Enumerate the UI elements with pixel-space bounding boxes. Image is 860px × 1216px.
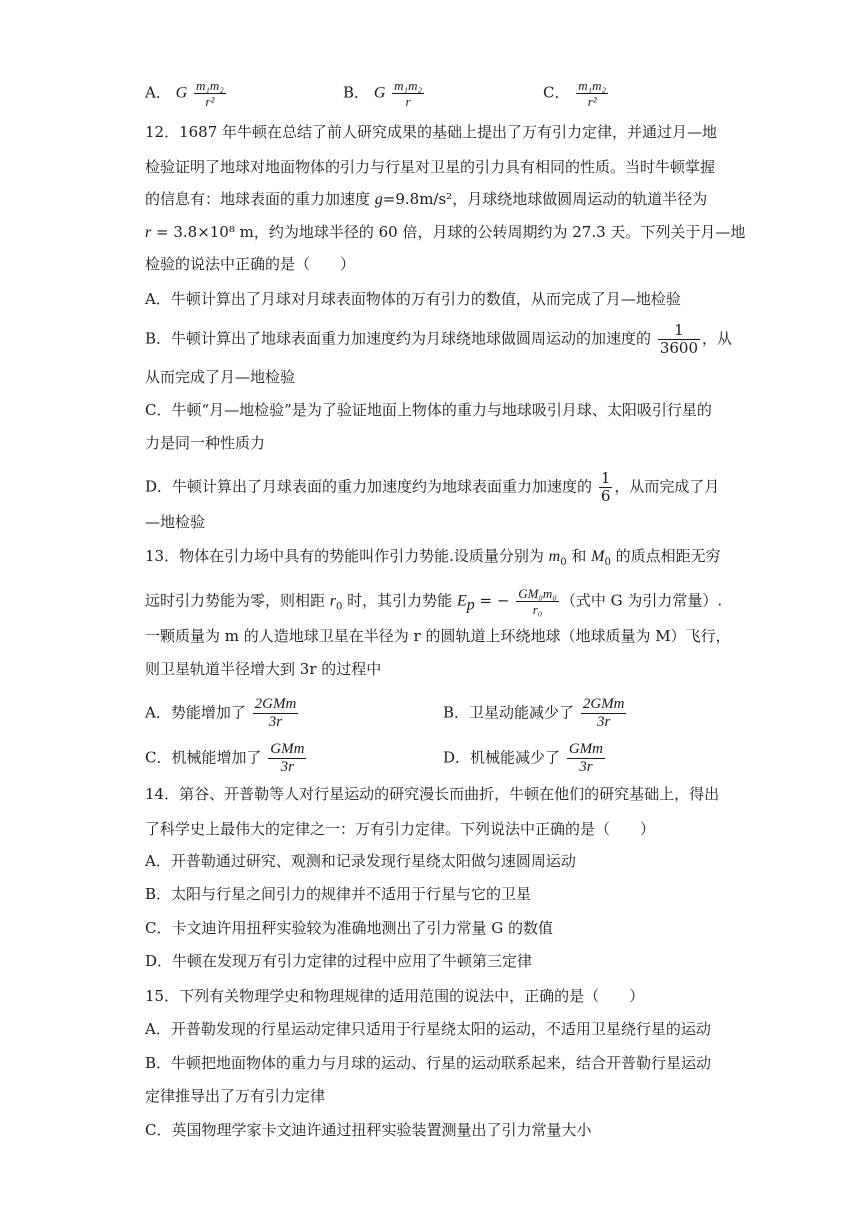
- text: ，从: [702, 329, 733, 348]
- numerator: 2GMm: [582, 696, 625, 712]
- fraction: [253, 696, 299, 731]
- numerator: GMm: [270, 741, 305, 757]
- numerator: 1: [658, 322, 700, 340]
- symbol-g: g: [374, 191, 383, 208]
- q14-option-c: C．卡文迪许用扭秤实验较为准确地测出了引力常量 G 的数值: [145, 919, 553, 937]
- fraction: [268, 741, 306, 776]
- option-label: C．: [543, 83, 570, 102]
- denominator: r: [405, 94, 411, 109]
- denominator: 3r: [268, 714, 283, 730]
- q11-option-b: [343, 78, 426, 109]
- symbol-r: r: [329, 592, 337, 610]
- q14-stem-line-1: 14．第谷、开普勒等人对行星运动的研究漫长而曲折，牛顿在他们的研究基础上，得出: [145, 785, 720, 803]
- q12-stem-line-2: 检验证明了地球对地面物体的引力与行星对卫星的引力具有相同的性质。当时牛顿掌握: [145, 158, 716, 176]
- q15-stem-line-1: 15．下列有关物理学史和物理规律的适用范围的说法中，正确的是（ ）: [145, 987, 645, 1005]
- text: 的质点相距无穷: [610, 547, 721, 565]
- q14-option-d: D．牛顿在发现万有引力定律的过程中应用了牛顿第三定律: [145, 952, 533, 970]
- numerator: m₁m₂: [394, 78, 422, 93]
- q13-stem-line-2: 远时引力势能为零，则相距 $r_0$ 时，其引力势能 $E_p$ = − $\frac{\text{GM₀m₀}}{\text{r₀}}$ （式中 G 为引力常量）.: [145, 586, 723, 617]
- numerator: 2GMm: [254, 696, 297, 712]
- q14-stem-line-2: 了科学史上最伟大的定律之一：万有引力定律。下列说法中正确的是（ ）: [145, 820, 656, 838]
- text: D．牛顿计算出了月球表面的重力加速度约为地球表面重力加速度的: [145, 477, 593, 496]
- numerator: GM₀m₀: [518, 586, 557, 601]
- q11-option-c: [543, 78, 610, 109]
- q12-option-b: [145, 322, 732, 357]
- q12-option-b-cont: [145, 367, 295, 387]
- denominator: 3r: [596, 714, 611, 730]
- q12-option-c-line-1: C．牛顿“月—地检验”是为了验证地面上物体的重力与地球吸引月球、太阳吸引行星的: [145, 401, 712, 419]
- fraction: [194, 78, 226, 109]
- text: B．牛顿计算出了地球表面重力加速度约为月球绕地球做圆周运动的加速度的: [145, 329, 652, 348]
- numerator: GMm: [568, 741, 603, 757]
- symbol-r: r: [145, 224, 152, 241]
- text: 和: [566, 547, 592, 565]
- text: 的信息有：地球表面的重力加速度: [145, 190, 375, 208]
- fraction: [599, 470, 613, 505]
- q11-option-a: [145, 78, 228, 109]
- q14-option-b: B．太阳与行星之间引力的规律并不适用于行星与它的卫星: [145, 885, 532, 903]
- q12-stem-line-3: [145, 189, 707, 210]
- option-label: D．机械能减少了: [443, 748, 561, 767]
- symbol-m-capital: M: [591, 548, 605, 565]
- fraction: [516, 586, 559, 617]
- q13-stem-line-4: 则卫星轨道半径增大到 3r 的过程中: [145, 660, 382, 678]
- q12-stem-line-4: [145, 222, 745, 243]
- option-label: A．: [145, 83, 171, 102]
- q12-option-d: [145, 470, 719, 505]
- denominator: r²: [587, 94, 597, 109]
- option-label: B．卫星动能减少了: [443, 703, 575, 722]
- q13-stem-line-3: 一颗质量为 m 的人造地球卫星在半径为 r 的圆轨道上环绕地球（地球质量为 M）飞行，: [145, 627, 731, 645]
- option-label: C．机械能增加了: [145, 748, 262, 767]
- q12-option-d-cont: —地检验: [145, 513, 206, 531]
- fraction: [567, 741, 605, 776]
- symbol-m: m: [548, 548, 561, 565]
- q14-option-a: A．开普勒通过研究、观测和记录发现行星绕太阳做匀速圆周运动: [145, 852, 576, 870]
- numerator: 1: [600, 469, 611, 487]
- numerator: m₁m₂: [578, 78, 607, 93]
- subscript: p: [466, 596, 475, 614]
- q13-option-c: [145, 741, 308, 776]
- q15-option-b-line-2: 定律推导出了万有引力定律: [145, 1087, 326, 1105]
- text: ，约为地球半径的 60 倍，月球的公转周期约为 27.3 天。下列关于月—地: [253, 223, 746, 241]
- text: 远时引力势能为零，则相距: [145, 591, 330, 610]
- q12-option-c-line-2: 力是同一种性质力: [145, 434, 266, 452]
- equals: = −: [474, 591, 510, 610]
- symbol-e: E: [456, 592, 467, 610]
- gravity-constant: G: [175, 84, 188, 102]
- denominator: 3r: [280, 759, 295, 775]
- denominator: 3r: [579, 759, 593, 775]
- fraction: [576, 78, 608, 109]
- fraction: [658, 322, 700, 357]
- gravity-constant: G: [373, 84, 386, 102]
- text: （式中 G 为引力常量）.: [560, 591, 723, 610]
- q15-option-c: C．英国物理学家卡文迪许通过扭秤实验装置测量出了引力常量大小: [145, 1121, 592, 1139]
- text: 从而完成了月—地检验: [145, 368, 296, 386]
- fraction: [581, 696, 627, 731]
- q13-stem-line-1: 13．物体在引力场中具有的势能叫作引力势能.设质量分别为 $m_0$ 和 $M_0$ 的质点相距无穷: [145, 547, 721, 568]
- text: ，月球绕地球做圆周运动的轨道半径为: [452, 190, 708, 208]
- q12-stem-line-5: 检验的说法中正确的是（ ）: [145, 255, 356, 273]
- denominator: 3600: [659, 339, 698, 357]
- text: 时，其引力势能: [342, 591, 457, 610]
- q12-option-a: A．牛顿计算出了月球对月球表面物体的万有引力的数值，从而完成了月—地检验: [145, 290, 681, 308]
- option-label: A．势能增加了: [145, 703, 246, 722]
- q15-option-a: A．开普勒发现的行星运动定律只适用于行星绕太阳的运动，不适用卫星绕行星的运动: [145, 1020, 711, 1038]
- value: =9.8m/s²: [382, 190, 453, 208]
- option-label: B．: [343, 83, 370, 102]
- denominator: 6: [600, 487, 611, 505]
- q13-option-b: [443, 696, 628, 731]
- q13-option-a: [145, 696, 300, 731]
- denominator: r₀: [532, 602, 543, 617]
- q15-option-b-line-1: B．牛顿把地面物体的重力与月球的运动、行星的运动联系起来，结合开普勒行星运动: [145, 1054, 712, 1072]
- denominator: r²: [205, 94, 215, 109]
- q13-option-d: [443, 741, 607, 776]
- fraction: [392, 78, 424, 109]
- q12-stem-line-1: 12．1687 年牛顿在总结了前人研究成果的基础上提出了万有引力定律，并通过月—地: [145, 123, 718, 141]
- value: = 3.8×10⁸ m: [151, 223, 254, 241]
- text: ，从而完成了月: [614, 477, 720, 496]
- text: 13．物体在引力场中具有的势能叫作引力势能.设质量分别为: [145, 547, 549, 565]
- numerator: m₁m₂: [195, 78, 224, 93]
